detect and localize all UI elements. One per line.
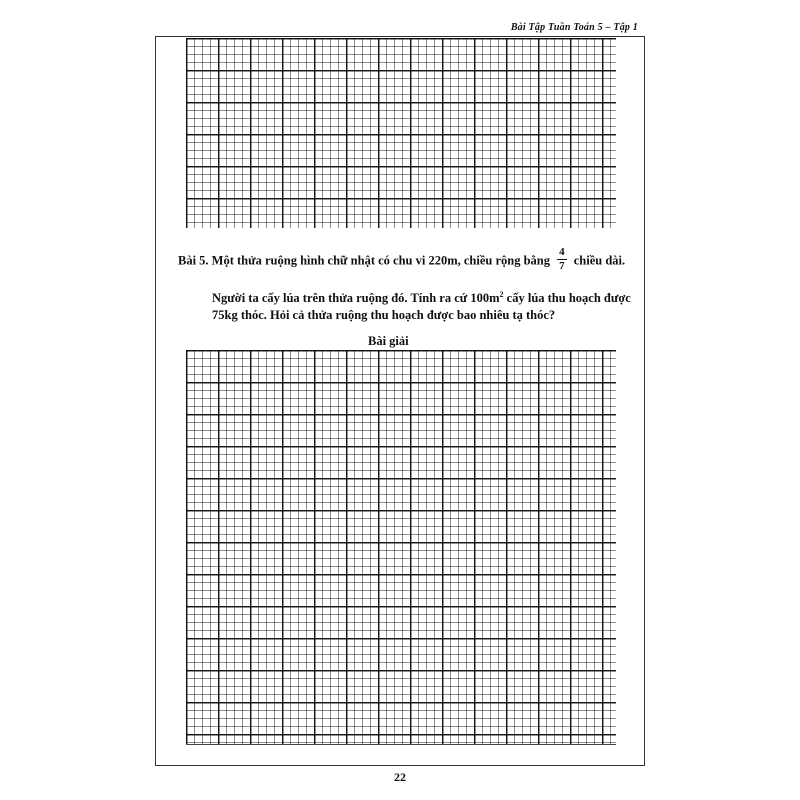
fraction-numerator: 4 <box>559 246 565 258</box>
problem-line-1 <box>178 248 625 275</box>
answer-grid-edge <box>186 744 616 745</box>
answer-grid-previous <box>186 38 616 228</box>
fraction-four-sevenths <box>557 246 567 273</box>
square-superscript: 2 <box>499 290 504 299</box>
fraction-denominator: 7 <box>559 260 565 272</box>
running-header: Bài Tập Tuần Toán 5 – Tập 1 <box>510 22 638 33</box>
page-number: 22 <box>394 770 406 784</box>
problem-line-3: 75kg thóc. Hỏi cả thửa ruộng thu hoạch được bao nhiêu tạ thóc? <box>212 308 556 322</box>
answer-grid[interactable] <box>186 350 616 745</box>
solution-label: Bài giải <box>368 334 409 348</box>
problem-line-2-prefix: Người ta cấy lúa trên thửa ruộng đó. Tính ra cứ 100m <box>212 291 500 306</box>
problem-line-1-suffix: chiều dài. <box>573 253 626 268</box>
problem-line-1-prefix: Bài 5. Một thửa ruộng hình chữ nhật có chu vi 220m, chiều rộng bằng <box>178 253 550 268</box>
problem-line-2-suffix: cấy lúa thu hoạch được <box>503 291 631 306</box>
